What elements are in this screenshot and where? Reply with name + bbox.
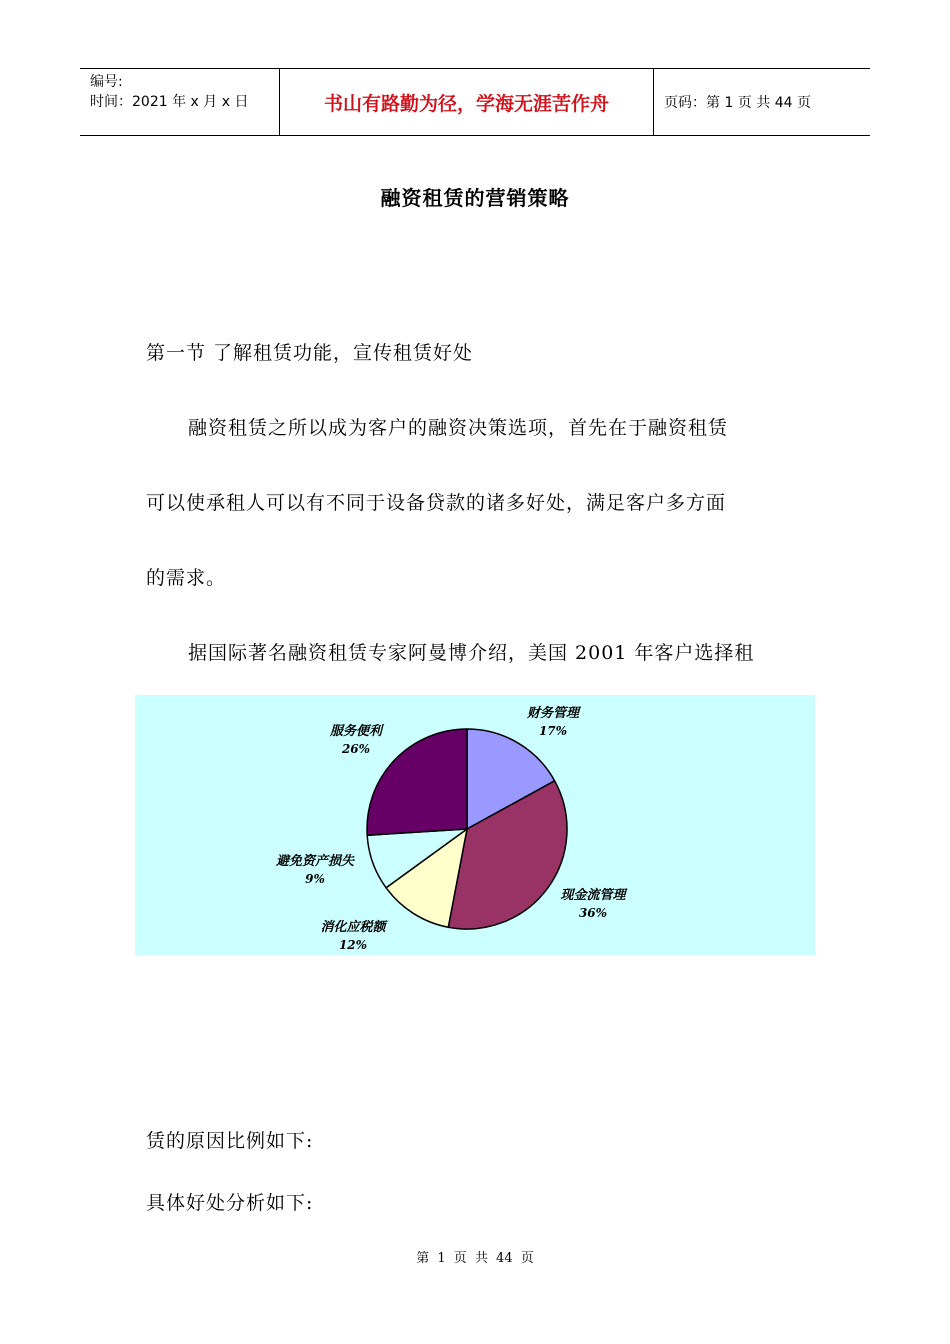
pie-label-4: 避免资产损失 [275,854,355,869]
pie-chart-svg [135,695,815,955]
pie-chart [135,695,815,955]
paragraph-3: 具体好处分析如下: [146,1192,314,1214]
pie-label-3: 消化应税额 [320,920,386,935]
header-page-info: 页码：第 1 页 共 44 页 [664,95,811,111]
paragraph-1-line-3: 的需求。 [146,567,227,589]
paragraph-1-line-1: 融资租赁之所以成为客户的融资决策选项，首先在于融资租赁 [188,417,729,439]
header-date: 时间：2021 年 x 月 x 日 [90,94,249,110]
paragraph-2-line-2: 赁的原因比例如下: [146,1130,314,1152]
paragraph-1-line-2: 可以使承租人可以有不同于设备贷款的诸多好处，满足客户多方面 [146,492,727,514]
pie-label-2: 现金流管理 [560,888,626,903]
pie-label-1: 财务管理 [526,706,580,721]
pie-percent-5: 26% [341,742,371,756]
section-heading: 第一节 了解租赁功能，宣传租赁好处 [146,342,474,364]
pie-percent-3: 12% [338,938,368,952]
pie-percent-1: 17% [538,724,568,738]
header-motto: 书山有路勤为径，学海无涯苦作舟 [280,69,654,135]
pie-label-5: 服务便利 [329,724,383,739]
page-header [80,68,870,136]
pie-percent-2: 36% [578,906,608,920]
page-footer: 第 1 页 共 44 页 [416,1251,534,1266]
document-title: 融资租赁的营销策略 [380,186,570,210]
pie-slice-5 [367,729,467,835]
header-meta [80,69,280,135]
paragraph-2-line-1: 据国际著名融资租赁专家阿曼博介绍，美国 2001 年客户选择租 [188,642,755,664]
header-number: 编号: [90,74,123,90]
pie-percent-4: 9% [305,872,325,886]
